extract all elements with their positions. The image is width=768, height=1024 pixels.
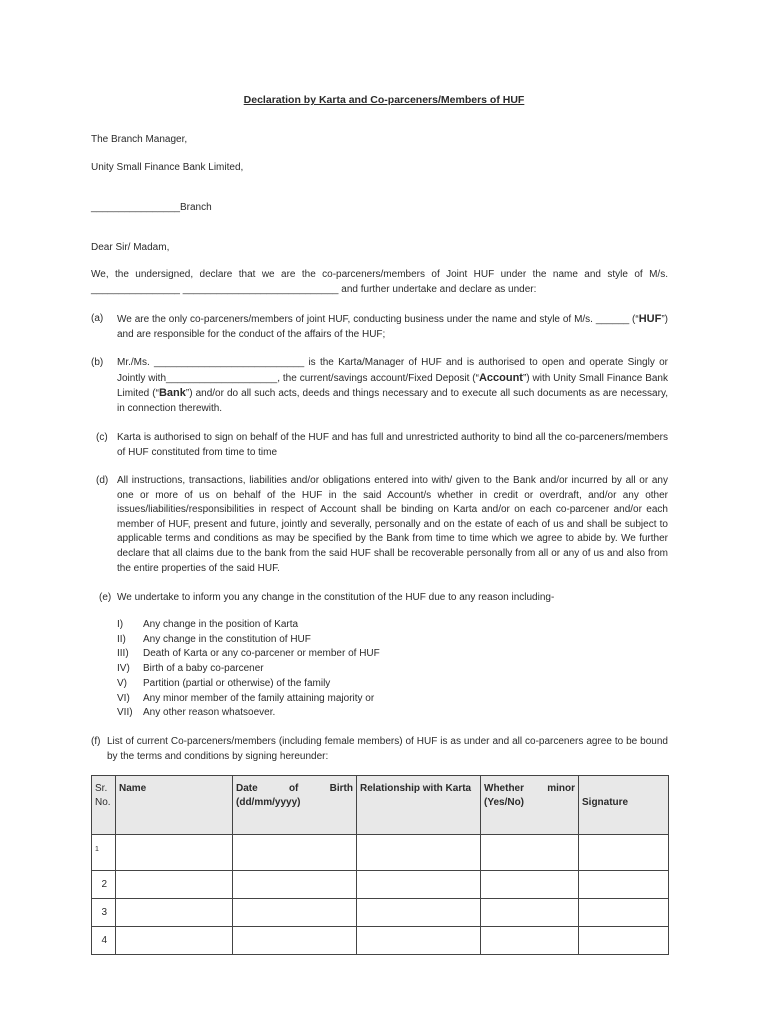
list-item-text: Any other reason whatsoever. (143, 707, 276, 718)
cell-signature[interactable] (579, 871, 669, 899)
clause-a-text-part: We are the only co-parceners/members of joint HUF, conducting business under the name and style of M/s. ______ (“ (117, 314, 639, 325)
clause-a-label: (a) (91, 313, 104, 324)
row-number: 4 (92, 927, 116, 955)
clause-d-label: (d) (96, 475, 109, 486)
header-sr-line-2: No. (95, 797, 111, 808)
clause-b-bold-term: Bank (158, 387, 186, 400)
cell-relationship[interactable] (357, 899, 481, 927)
cell-signature[interactable] (579, 899, 669, 927)
header-dob-line-2: (dd/mm/yyyy) (236, 797, 301, 808)
cell-minor[interactable] (481, 899, 579, 927)
list-item-number: VI) (117, 693, 130, 704)
clause-b-label: (b) (91, 357, 104, 368)
header-sr-no (92, 776, 116, 835)
header-signature-text: Signature (582, 797, 629, 808)
cell-minor[interactable] (481, 927, 579, 955)
clause-b-bold-term: Account (478, 371, 523, 384)
addressee-line-1: The Branch Manager, (91, 134, 188, 145)
list-item-text: Any minor member of the family attaining majority or (143, 693, 375, 704)
list-item-text: Partition (partial or otherwise) of the family (143, 678, 331, 689)
header-minor-word: minor (547, 783, 575, 794)
coparceners-table (91, 775, 669, 955)
clause-c-text: Karta is authorised to sign on behalf of the HUF and has full and unrestricted authority to bind all the co-parceners/members of HUF constituted from time to time (117, 432, 668, 458)
intro-paragraph (91, 268, 668, 297)
clause-a-bold-term: HUF (638, 313, 662, 325)
clause-b-text (117, 356, 668, 416)
clause-a-text (117, 312, 668, 342)
row-number: 3 (92, 899, 116, 927)
header-dob (233, 776, 357, 835)
row-number: 1 (92, 835, 116, 871)
clause-e-text: We undertake to inform you any change in the constitution of the HUF due to any reason including- (117, 592, 555, 603)
cell-signature[interactable] (579, 927, 669, 955)
list-item-text: Any change in the constitution of HUF (143, 634, 311, 645)
document-title: Declaration by Karta and Co-parceners/Members of HUF (243, 94, 525, 106)
cell-dob[interactable] (233, 835, 357, 871)
list-item-number: II) (117, 634, 126, 645)
clause-c-label: (c) (96, 432, 108, 443)
clause-b-text-part: ”) with Unity Small Finance Bank Limited (“ (117, 372, 668, 400)
clause-b-text-part: Mr./Ms. ___________________________ is the Karta/Manager of HUF and is authorised to open and operate Singly or Jointly with____________________, the current/savings account/Fixed Deposit (“ (117, 357, 668, 384)
cell-relationship[interactable] (357, 871, 481, 899)
table-row (92, 835, 669, 871)
header-minor (481, 776, 579, 835)
list-item-number: VII) (117, 707, 133, 718)
branch-line: ________________Branch (91, 202, 212, 213)
cell-minor[interactable] (481, 835, 579, 871)
clause-a-text-part: ”) and are responsible for the conduct of the affairs of the HUF; (117, 314, 668, 340)
cell-relationship[interactable] (357, 927, 481, 955)
intro-line-2: ________________ ____________________________ and further undertake and declare as under: (91, 283, 537, 295)
header-signature (579, 776, 669, 835)
header-relationship: Relationship with Karta (357, 776, 481, 835)
list-item-text: Any change in the position of Karta (143, 619, 299, 630)
list-item-text: Death of Karta or any co-parcener or member of HUF (143, 648, 380, 659)
header-dob-line-1 (236, 782, 353, 796)
table-row (92, 899, 669, 927)
table-header-row (92, 776, 669, 835)
clause-f-label: (f) (91, 736, 101, 747)
header-sr-line-1: Sr. (95, 783, 108, 794)
list-item-number: V) (117, 678, 127, 689)
cell-dob[interactable] (233, 871, 357, 899)
header-minor-line-1 (484, 782, 575, 796)
cell-name[interactable] (116, 899, 233, 927)
cell-dob[interactable] (233, 899, 357, 927)
table-row (92, 927, 669, 955)
header-dob-word: Date (236, 783, 258, 794)
salutation: Dear Sir/ Madam, (91, 242, 170, 253)
intro-line-1: We, the undersigned, declare that we are the co-parceners/members of Joint HUF under the name and style of M/s. (91, 269, 668, 280)
header-dob-word: of (288, 783, 299, 794)
header-name: Name (116, 776, 233, 835)
addressee-line-2: Unity Small Finance Bank Limited, (91, 162, 244, 173)
list-item-number: IV) (117, 663, 130, 674)
clause-f-text: List of current Co-parceners/members (including female members) of HUF is as under and all co-parceners agree to be bound by the terms and conditions by signing hereunder: (107, 736, 668, 762)
cell-name[interactable] (116, 871, 233, 899)
row-number: 2 (92, 871, 116, 899)
list-item-number: III) (117, 648, 129, 659)
header-minor-line-2: (Yes/No) (484, 797, 525, 808)
header-dob-word: Birth (329, 783, 353, 794)
list-item-number: I) (117, 619, 124, 630)
header-minor-word: Whether (484, 783, 524, 794)
clause-d-text: All instructions, transactions, liabilities and/or obligations entered into with/ given to the Bank and/or incurred by all or any one or more of us on behalf of the HUF in the said Account/s whether in credit or overdraft, and/or any other issues/liabilities/responsibilities in respect of Account shall be binding on Karta and/or on each co-parcener and/or each member of HUF, present and future, jointly and severally, personally and on the estate of each of us and shall be subject to applicable terms and conditions as may be specified by the Bank from time to time which we agree to abide by. We further declare that all claims due to the bank from the said HUF shall be recoverable personally from all or any of us and also from the entire properties of the said HUF. (117, 475, 668, 574)
table-row (92, 871, 669, 899)
list-item-text: Birth of a baby co-parcener (143, 663, 264, 674)
clause-b-text-part: ”) and/or do all such acts, deeds and things necessary and to execute all such documents as are necessary, in connection therewith. (117, 388, 668, 414)
cell-minor[interactable] (481, 871, 579, 899)
cell-dob[interactable] (233, 927, 357, 955)
clause-e-label: (e) (99, 592, 112, 603)
cell-signature[interactable] (579, 835, 669, 871)
cell-relationship[interactable] (357, 835, 481, 871)
cell-name[interactable] (116, 835, 233, 871)
cell-name[interactable] (116, 927, 233, 955)
